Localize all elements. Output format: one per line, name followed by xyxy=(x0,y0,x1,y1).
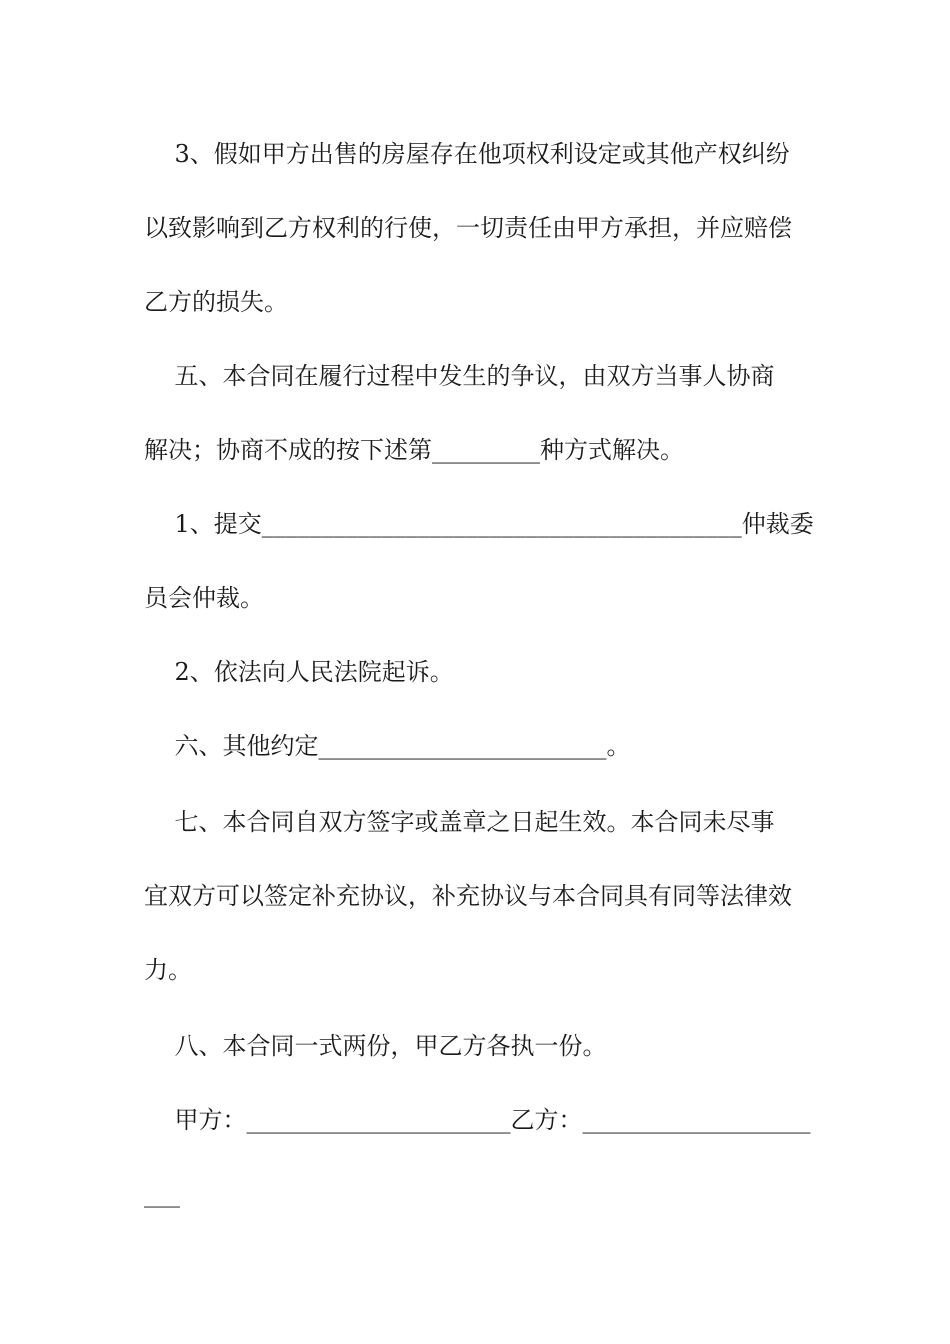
paragraph-line-12: 力。 xyxy=(144,956,192,984)
paragraph-line-7: 员会仲裁。 xyxy=(144,584,264,612)
paragraph-line-8: 2、依法向人民法院起诉。 xyxy=(144,658,454,686)
paragraph-line-13: 八、本合同一式两份，甲乙方各执一份。 xyxy=(144,1032,607,1060)
paragraph-line-6: 1、提交________________________________________仲裁委 xyxy=(144,510,814,538)
paragraph-line-9: 六、其他约定________________________。 xyxy=(144,732,631,760)
paragraph-line-3: 乙方的损失。 xyxy=(144,288,288,316)
paragraph-line-1: 3、假如甲方出售的房屋存在他项权利设定或其他产权纠纷 xyxy=(144,140,790,168)
paragraph-line-11: 宜双方可以签定补充协议，补充协议与本合同具有同等法律效 xyxy=(144,882,792,910)
paragraph-line-10: 七、本合同自双方签字或盖章之日起生效。本合同未尽事 xyxy=(144,808,775,836)
paragraph-line-2: 以致影响到乙方权利的行使，一切责任由甲方承担，并应赔偿 xyxy=(144,214,792,242)
signature-line-continuation: ___ xyxy=(144,1180,180,1208)
paragraph-line-5: 解决；协商不成的按下述第_________种方式解决。 xyxy=(144,436,684,464)
signature-line-parties: 甲方：______________________乙方：___________________ xyxy=(144,1106,811,1134)
paragraph-line-4: 五、本合同在履行过程中发生的争议，由双方当事人协商 xyxy=(144,362,775,390)
